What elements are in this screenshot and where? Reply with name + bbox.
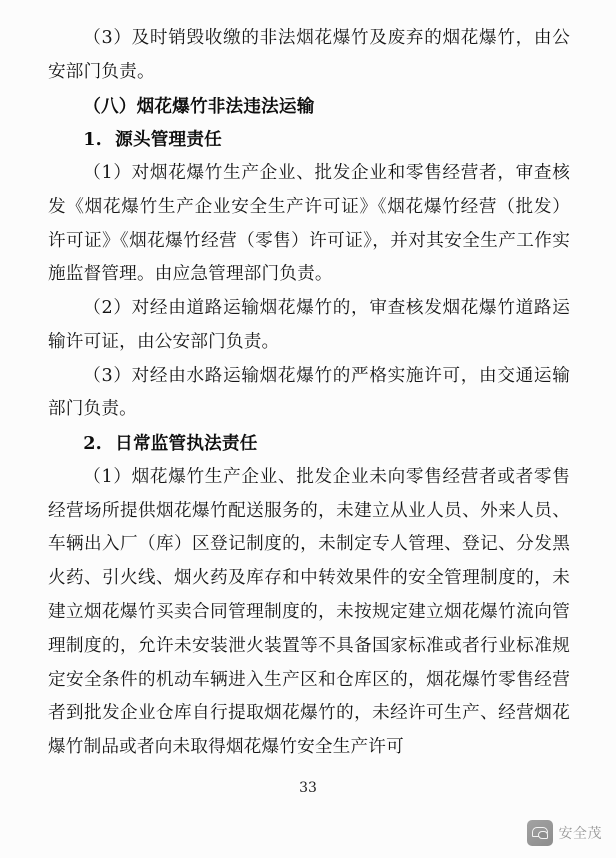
paragraph-3-water-transport-permit: （3）对经由水路运输烟花爆竹的严格实施许可，由交通运输部门负责。: [48, 365, 570, 420]
subsection-number-2: 2.: [83, 433, 102, 455]
subsection-title-1: 源头管理责任: [115, 129, 222, 151]
paragraph-1-license-issuance: （1）对烟花爆竹生产企业、批发企业和零售经营者，审查核发《烟花爆竹生产企业安全生产许可证》《烟花爆竹经营（批发）许可证》《烟花爆竹经营（零售）许可证》，并对其安全生产工作实施监督管理。由应急管理部门负责。: [48, 163, 570, 285]
paragraph-2-road-transport-permit: （2）对经由道路运输烟花爆竹的，审查核发烟花爆竹道路运输许可证，由公安部门负责。: [48, 298, 570, 352]
section-heading-eight: （八）烟花爆竹非法违法运输: [83, 95, 315, 117]
subsection-number-1: 1.: [83, 129, 102, 151]
paragraph-3-destroy-illegal-fireworks: （3）及时销毁收缴的非法烟花爆竹及废弃的烟花爆竹，由公安部门负责。: [48, 28, 570, 82]
subsection-title-2: 日常监管执法责任: [115, 433, 258, 455]
page-number: 33: [299, 780, 317, 796]
subsection-heading-2: [48, 427, 570, 461]
watermark: [527, 820, 603, 846]
paragraph-1-daily-supervision-violations: （1）烟花爆竹生产企业、批发企业未向零售经营者或者零售经营场所提供烟花爆竹配送服务的，未建立从业人员、外来人员、车辆出入厂（库）区登记制度的，未制定专人管理、登记、分发黑火药、引火线、烟火药及库存和中转效果件的安全管理制度的，未建立烟花爆竹买卖合同管理制度的，未按规定建立烟花爆竹流向管理制度的，允许未安装泄火装置等不具备国家标准或者行业标准规定安全条件的机动车辆进入生产区和仓库区的，烟花爆竹零售经营者到批发企业仓库自行提取烟花爆竹的，未经许可生产、经营烟花爆竹制品或者向未取得烟花爆竹安全生产许可: [48, 466, 570, 758]
subsection-heading-1: [48, 123, 570, 157]
watermark-label: 安全茂: [558, 826, 602, 842]
wechat-logo-icon: [527, 820, 553, 846]
document-body: [48, 22, 570, 765]
